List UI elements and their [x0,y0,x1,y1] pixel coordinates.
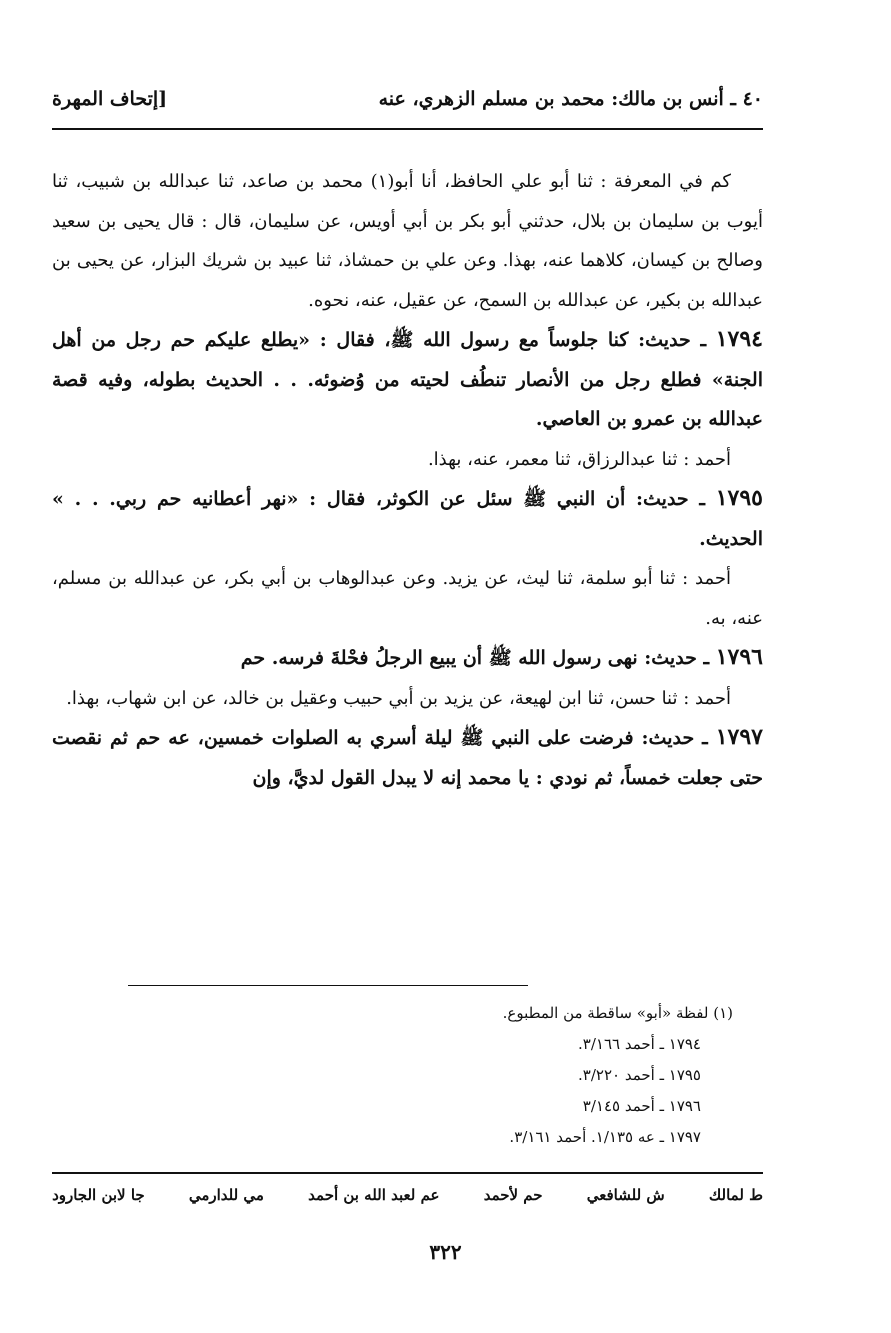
footnote-divider [128,985,528,986]
hadith-number: ١٧٩٦ [715,644,763,670]
footnote-item: ١٧٩٧ ـ عه ١/١٣٥. أحمد ٣/١٦١. [509,1128,701,1146]
hadith-1794 [52,320,763,440]
key-divider [52,1172,763,1174]
key-item: جا لابن الجارود [52,1186,145,1204]
key-item: مي للدارمي [188,1186,264,1204]
key-item: حم لأحمد [483,1186,543,1204]
paragraph-chain-3: أحمد : ثنا أبو سلمة، ثنا ليث، عن يزيد. وعن عبدالوهاب بن أبي بكر، عن عبدالله بن مسلم، عنه، به. [52,568,763,629]
key-item: عم لعبد الله بن أحمد [308,1186,440,1204]
footnote-item: (١) لفظة «أبو» ساقطة من المطبوع. [502,1004,733,1022]
key-item: ط لمالك [708,1186,763,1204]
paragraph-chain-1: كم في المعرفة : ثنا أبو علي الحافظ، أنا أبو(١) محمد بن صاعد، ثنا عبدالله بن شبيب، ثنا أيوب بن سليمان بن بلال، حدثني أبو بكر بن أبي أويس، عن سليمان، قال : قال يحيى بن سعيد وصالح بن كيسان، كلاهما عنه، بهذا. وعن علي بن حمشاذ، ثنا عبيد بن شريك البزار، عن يحيى بن عبدالله بن بكير، عن عبدالله بن السمح، عن عقيل، عنه، نحوه. [52,171,763,311]
hadith-1795 [52,479,763,559]
key-item: ش للشافعي [586,1186,665,1204]
footnotes [300,998,733,1153]
hadith-text: ـ حديث: أن النبي ﷺ سئل عن الكوثر، فقال : «نهر أعطانيه حم ربي. . . » الحديث. [52,488,763,550]
footnote-item: ١٧٩٦ ـ أحمد ٣/١٤٥ [582,1097,701,1115]
hadith-text: ـ حديث: كنا جلوساً مع رسول الله ﷺ، فقال : «يطلع عليكم حم رجل من أهل الجنة» فطلع رجل من الأنصار تنطُف لحيته من وُضوئه. . . الحديث بطوله، وفيه قصة عبدالله بن عمرو بن العاصي. [52,329,763,430]
page-number: ٣٢٢ [429,1240,462,1264]
footnote-item: ١٧٩٥ ـ أحمد ٣/٢٢٠. [578,1066,701,1084]
header-book-title: [إتحاف المهرة [52,88,168,110]
running-header [52,82,763,116]
footnote-item: ١٧٩٤ ـ أحمد ٣/١٦٦. [578,1035,701,1053]
hadith-number: ١٧٩٤ [715,326,763,352]
hadith-1796 [52,638,763,679]
hadith-text: ـ حديث: نهى رسول الله ﷺ أن يبيع الرجلُ فحْلةَ فرسه. حم [240,647,710,669]
header-chapter-title: ٤٠ ـ أنس بن مالك: محمد بن مسلم الزهري، عنه [378,88,763,110]
header-divider [52,128,763,130]
hadith-1797 [52,718,763,798]
main-text [52,162,763,798]
abbreviation-key [52,1186,763,1204]
paragraph-chain-2: أحمد : ثنا عبدالرزاق، ثنا معمر، عنه، بهذا. [427,448,731,470]
hadith-number: ١٧٩٥ [715,485,763,511]
hadith-text: ـ حديث: فرضت على النبي ﷺ ليلة أسري به الصلوات خمسين، عه حم ثم نقصت حتى جعلت خمساً، ثم نودي : يا محمد إنه لا يبدل القول لديَّ، وإن [52,727,763,789]
hadith-number: ١٧٩٧ [715,724,763,750]
paragraph-chain-4: أحمد : ثنا حسن، ثنا ابن لهيعة، عن يزيد بن أبي حبيب وعقيل بن خالد، عن ابن شهاب، بهذا. [66,687,731,709]
